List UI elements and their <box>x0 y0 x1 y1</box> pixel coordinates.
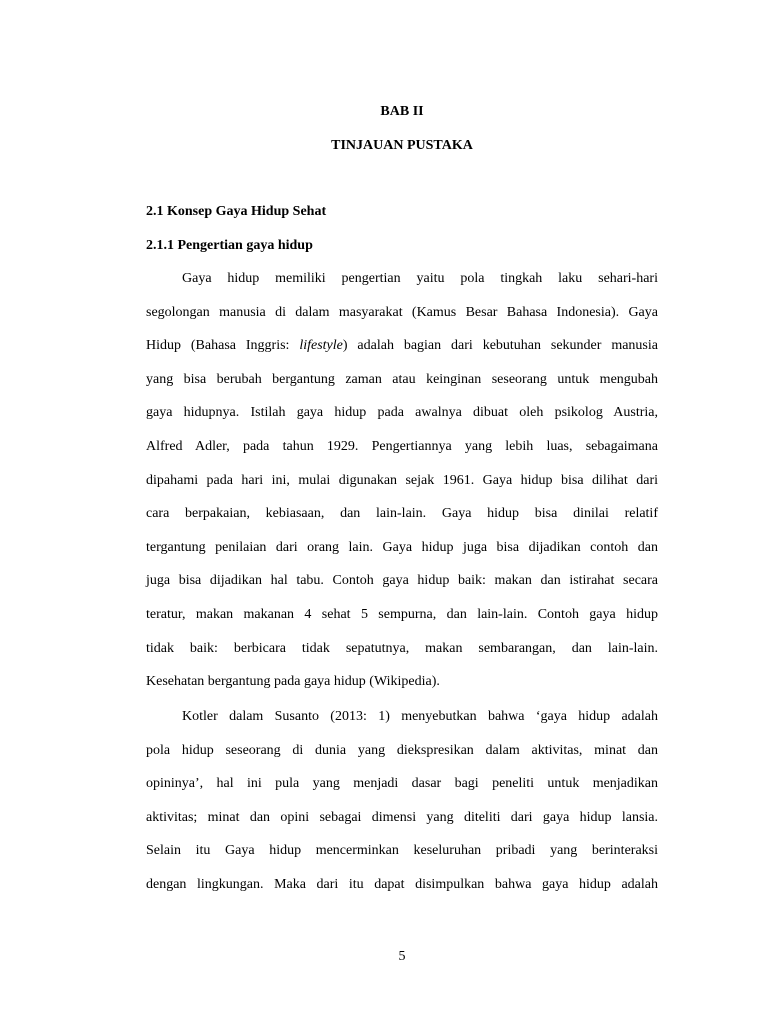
paragraph-line: Alfred Adler, pada tahun 1929. Pengertiannya yang lebih luas, sebagaimana <box>146 438 658 454</box>
paragraph-line: juga bisa dijadikan hal tabu. Contoh gaya hidup baik: makan dan istirahat secara <box>146 573 658 589</box>
paragraph-line: dipahami pada hari ini, mulai digunakan sejak 1961. Gaya hidup bisa dilihat dari <box>146 472 658 488</box>
paragraph-line: Kesehatan bergantung pada gaya hidup (Wikipedia). <box>146 674 440 690</box>
section-heading: 2.1 Konsep Gaya Hidup Sehat <box>146 204 327 219</box>
chapter-label: BAB II <box>380 104 424 119</box>
paragraph-line: gaya hidupnya. Istilah gaya hidup pada awalnya dibuat oleh psikolog Austria, <box>146 405 658 421</box>
paragraph-line: dengan lingkungan. Maka dari itu dapat disimpulkan bahwa gaya hidup adalah <box>146 876 658 892</box>
chapter-title: TINJAUAN PUSTAKA <box>331 138 473 153</box>
line-prefix: Hidup (Bahasa Inggris: <box>146 338 300 354</box>
paragraph-line: Kotler dalam Susanto (2013: 1) menyebutkan bahwa ‘gaya hidup adalah <box>182 709 658 724</box>
page-number: 5 <box>398 949 406 964</box>
paragraph-line: opininya’, hal ini pula yang menjadi dasar bagi peneliti untuk menjadikan <box>146 776 658 792</box>
paragraph-line: aktivitas; minat dan opini sebagai dimensi yang diteliti dari gaya hidup lansia. <box>146 809 658 825</box>
paragraph-line: segolongan manusia di dalam masyarakat (Kamus Besar Bahasa Indonesia). Gaya <box>146 304 658 320</box>
paragraph-line-with-italic <box>146 329 658 363</box>
paragraph-line: yang bisa berubah bergantung zaman atau keinginan seseorang untuk mengubah <box>146 371 658 387</box>
paragraph-line: pola hidup seseorang di dunia yang diekspresikan dalam aktivitas, minat dan <box>146 742 658 758</box>
subsection-heading: 2.1.1 Pengertian gaya hidup <box>146 238 313 253</box>
paragraph-2 <box>146 700 658 902</box>
paragraph-line: Selain itu Gaya hidup mencerminkan keseluruhan pribadi yang berinteraksi <box>146 843 658 859</box>
paragraph-line: teratur, makan makanan 4 sehat 5 sempurna, dan lain-lain. Contoh gaya hidup <box>146 606 658 622</box>
paragraph-1 <box>146 262 658 699</box>
line-suffix: ) adalah bagian dari kebutuhan sekunder manusia <box>342 338 658 354</box>
paragraph-line: tergantung penilaian dari orang lain. Gaya hidup juga bisa dijadikan contoh dan <box>146 539 658 555</box>
italic-term: lifestyle <box>299 338 343 354</box>
paragraph-line: tidak baik: berbicara tidak sepatutnya, makan sembarangan, dan lain-lain. <box>146 640 658 656</box>
paragraph-line: cara berpakaian, kebiasaan, dan lain-lain. Gaya hidup bisa dinilai relatif <box>146 506 658 522</box>
paragraph-line: Gaya hidup memiliki pengertian yaitu pola tingkah laku sehari-hari <box>182 271 658 286</box>
